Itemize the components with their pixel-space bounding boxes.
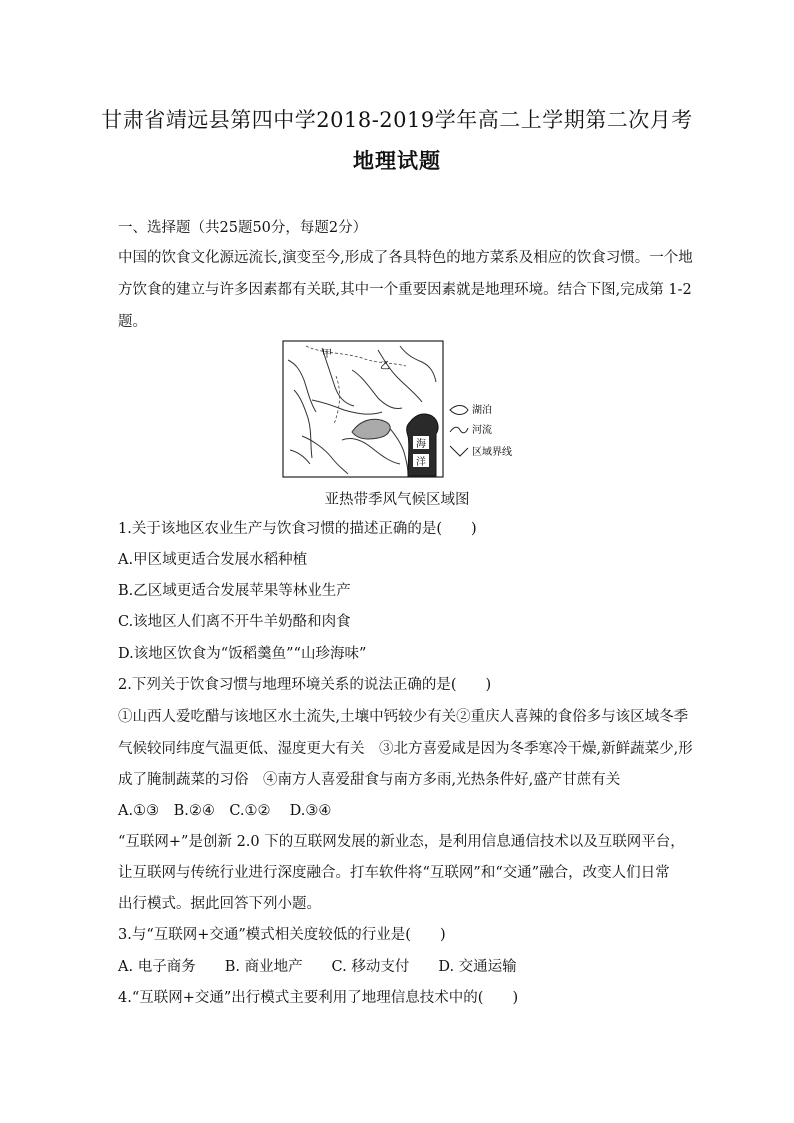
q2-text-line: 气候较同纬度气温更低、湿度更大有关 ③北方喜爱咸是因为冬季寒冷干燥,新鲜蔬菜少,形 [118,741,693,757]
boundary-legend-icon [450,446,468,456]
sea-label: 洋 [416,457,426,468]
q3-stem: 3.与“互联网+交通”模式相关度较低的行业是( ) [118,927,446,943]
q4-stem: 4.“互联网+交通”出行模式主要利用了地理信息技术中的( ) [118,990,519,1006]
river-legend-icon [450,427,468,433]
passage1-line: 题。 [118,314,147,330]
passage2-line: 出行模式。据此回答下列小题。 [118,896,321,912]
region-label-yi: 乙 [380,361,390,372]
q1-stem: 1.关于该地区农业生产与饮食习惯的描述正确的是( ) [118,521,477,537]
region-map-figure [282,340,518,480]
legend-label-boundary: 区域界线 [472,447,512,458]
sea-label: 海 [416,439,426,450]
lake-legend-icon [450,406,468,415]
passage1-line: 中国的饮食文化源远流长,演变至今,形成了各具特色的地方菜系及相应的饮食习惯。一个地 [118,250,693,266]
passage2-line: “互联网+”是创新 2.0 下的互联网发展的新业态，是利用信息通信技术以及互联网平台， [118,834,685,850]
q2-options: A.①③ B.②④ C.①② D.③④ [118,803,332,819]
passage1-line: 方饮食的建立与许多因素都有关联,其中一个重要因素就是地理环境。结合下图,完成第 1-2 [118,282,692,298]
figure-caption: 亚热带季风气候区域图 [324,492,470,508]
document-title: 甘肃省靖远县第四中学2018-2019学年高二上学期第二次月考 [101,108,693,132]
region-label-jia: 甲 [322,349,332,360]
q1-option-b: B.乙区域更适合发展苹果等林业生产 [118,583,351,599]
legend-label-river: 河流 [472,425,492,436]
q1-option-a: A.甲区域更适合发展水稻种植 [118,552,308,568]
q2-stem: 2.下列关于饮食习惯与地理环境关系的说法正确的是( ) [118,677,492,693]
q2-text-line: ①山西人爱吃醋与该地区水土流失,土壤中钙较少有关②重庆人喜辣的食俗多与该区域冬季 [118,709,689,725]
passage2-line: 让互联网与传统行业进行深度融合。打车软件将“互联网”和“交通”融合，改变人们日常 [118,865,670,881]
legend-label-lake: 湖泊 [472,405,492,416]
document-subtitle: 地理试题 [353,148,441,173]
section-heading: 一、选择题（共25题50分，每题2分） [118,220,368,236]
q2-text-line: 成了腌制蔬菜的习俗 ④南方人喜爱甜食与南方多雨,光热条件好,盛产甘蔗有关 [118,772,621,788]
q1-option-c: C.该地区人们离不开牛羊奶酪和肉食 [118,614,351,630]
q3-options: A. 电子商务 B. 商业地产 C. 移动支付 D. 交通运输 [118,959,517,975]
q1-option-d: D.该地区饮食为“饭稻羹鱼”“山珍海味” [118,646,367,662]
